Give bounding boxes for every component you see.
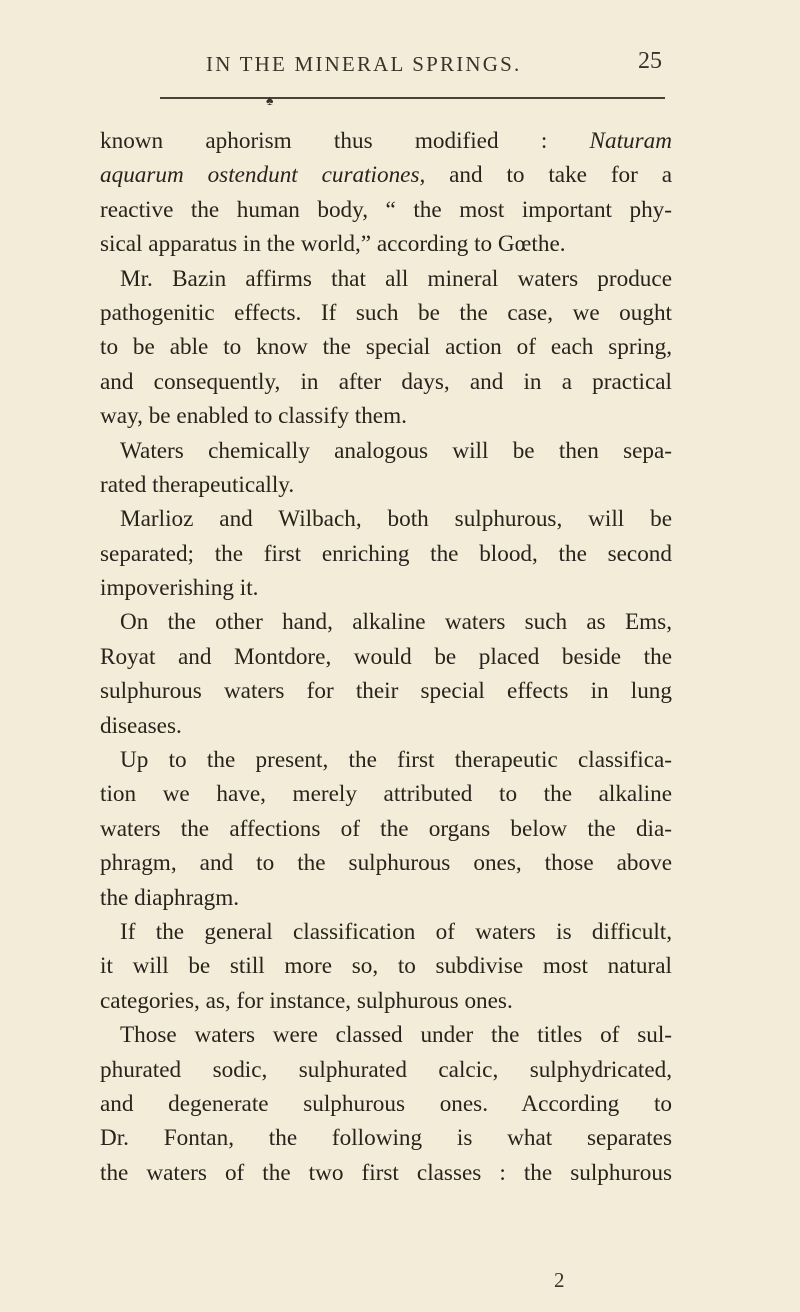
text-line <box>100 365 672 399</box>
running-title: IN THE MINERAL SPRINGS. <box>206 52 522 76</box>
text-segment: way, be enabled to classify them. <box>100 403 407 430</box>
body-text <box>100 124 672 1190</box>
text-segment: it will be still more so, to subdivise most natural <box>100 953 672 980</box>
text-line <box>100 193 672 227</box>
text-line <box>100 949 672 983</box>
text-segment: the waters of the two first classes : the sulphurous <box>100 1159 672 1186</box>
page-number: 25 <box>638 48 662 74</box>
text-segment: On the other hand, alkaline waters such as Ems, <box>120 609 672 636</box>
text-segment: sical apparatus in the world,” according to Gœthe. <box>100 231 566 258</box>
text-line <box>100 743 672 777</box>
text-line <box>100 124 672 158</box>
text-segment: rated therapeutically. <box>100 471 295 498</box>
text-line <box>100 468 672 502</box>
text-segment: If the general classification of waters is difficult, <box>120 918 672 945</box>
text-line <box>100 846 672 880</box>
text-line <box>100 640 672 674</box>
text-segment: diseases. <box>100 712 182 739</box>
text-segment: known aphorism thus modified : <box>100 128 590 154</box>
text-line <box>100 434 672 468</box>
text-segment: and to take for a <box>425 162 673 189</box>
text-segment: phragm, and to the sulphurous ones, those above <box>100 850 672 877</box>
text-segment: Royat and Montdore, would be placed beside the <box>100 643 672 670</box>
text-segment: impoverishing it. <box>100 575 259 602</box>
text-line <box>100 1087 672 1121</box>
text-line <box>100 605 672 639</box>
text-segment: Up to the present, the first therapeutic classifica- <box>120 747 672 774</box>
text-line <box>100 399 672 433</box>
header-rule <box>160 97 665 99</box>
text-line <box>100 881 672 915</box>
text-segment: reactive the human body, “ the most important phy- <box>100 196 672 223</box>
text-line <box>100 1018 672 1052</box>
text-line <box>100 571 672 605</box>
text-line <box>100 984 672 1018</box>
text-segment: the diaphragm. <box>100 884 240 911</box>
text-line <box>100 1121 672 1155</box>
text-line <box>100 330 672 364</box>
text-line <box>100 158 672 192</box>
text-segment: waters the affections of the organs below the dia- <box>100 815 672 842</box>
text-segment: and consequently, in after days, and in a practical <box>100 368 672 395</box>
text-segment: Dr. Fontan, the following is what separates <box>100 1125 672 1152</box>
text-segment: sulphurous waters for their special effects in lung <box>100 678 672 705</box>
text-segment: Marlioz and Wilbach, both sulphurous, will be <box>120 506 672 533</box>
text-segment: tion we have, merely attributed to the alkaline <box>100 781 672 808</box>
text-segment: pathogenitic effects. If such be the case, we ought <box>100 299 672 326</box>
text-segment: and degenerate sulphurous ones. According to <box>100 1090 672 1117</box>
text-line <box>100 262 672 296</box>
text-line <box>100 1156 672 1190</box>
text-segment: Those waters were classed under the titles of sul- <box>120 1022 672 1049</box>
signature-mark: 2 <box>554 1268 565 1292</box>
text-segment: Waters chemically analogous will be then sepa- <box>120 437 672 464</box>
text-segment: phurated sodic, sulphurated calcic, sulphydricated, <box>100 1056 672 1083</box>
text-line <box>100 1053 672 1087</box>
text-line <box>100 777 672 811</box>
italic-text: aquarum ostendunt curationes, <box>100 162 426 189</box>
text-segment: categories, as, for instance, sulphurous ones. <box>100 987 513 1014</box>
text-line <box>100 537 672 571</box>
ornament-mark: ♠ <box>266 94 274 109</box>
text-line <box>100 674 672 708</box>
text-line <box>100 709 672 743</box>
text-segment: Mr. Bazin affirms that all mineral waters produce <box>120 265 672 292</box>
text-segment: to be able to know the special action of each spring, <box>100 334 672 361</box>
text-line <box>100 296 672 330</box>
running-header <box>0 48 800 86</box>
text-line <box>100 502 672 536</box>
text-line <box>100 812 672 846</box>
text-line <box>100 227 672 261</box>
text-line <box>100 915 672 949</box>
text-segment: separated; the first enriching the blood, the second <box>100 540 672 567</box>
italic-text: Naturam <box>589 128 672 154</box>
